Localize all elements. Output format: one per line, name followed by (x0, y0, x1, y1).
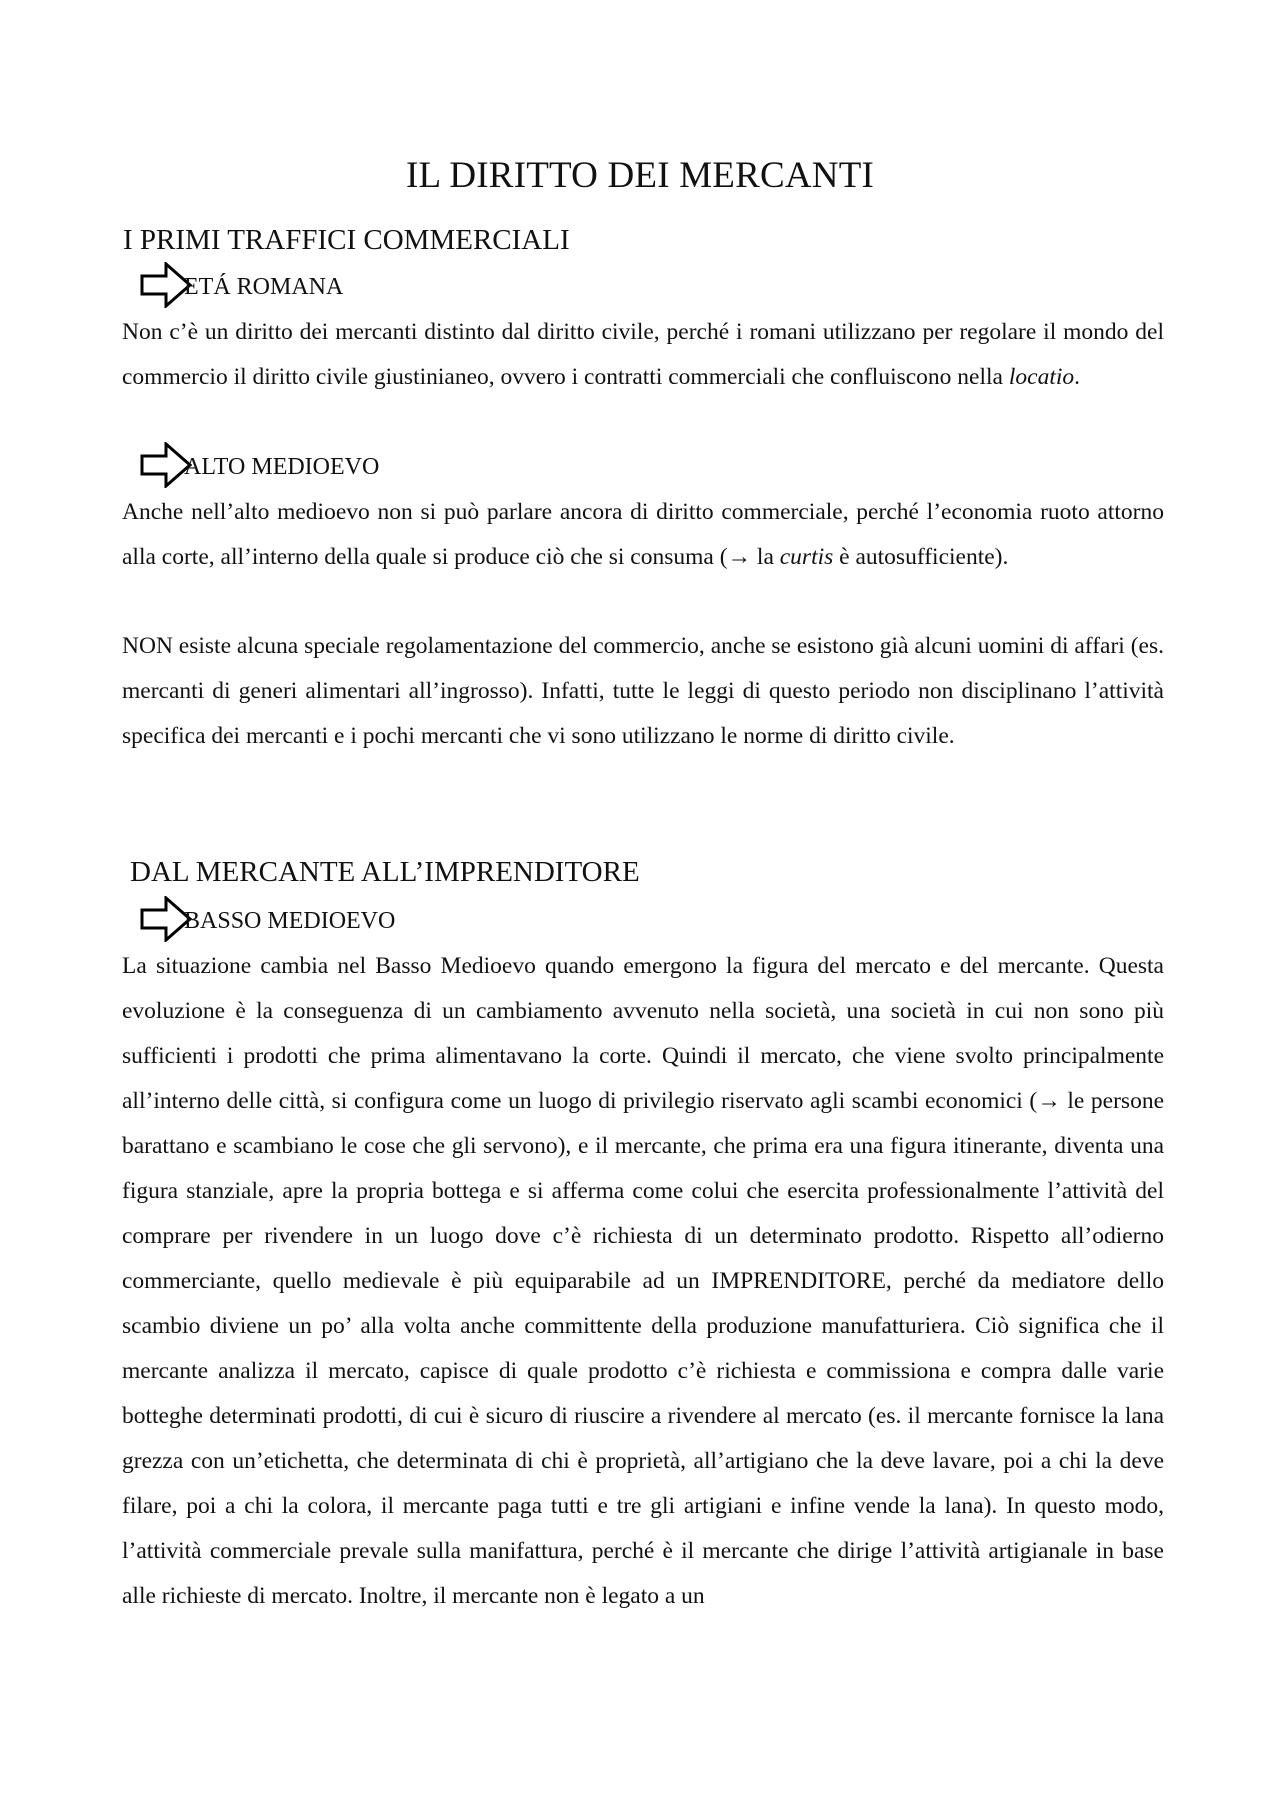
section-heading-mercante-imprenditore: DAL MERCANTE ALL’IMPRENDITORE (130, 856, 640, 888)
subheading-alto-medioevo (140, 442, 740, 488)
paragraph-alto-medioevo-1 (122, 490, 1164, 580)
subheading-eta-romana (140, 262, 740, 308)
section-heading-primi-traffici: I PRIMI TRAFFICI COMMERCIALI (123, 224, 570, 256)
italic-term: locatio (1008, 364, 1075, 390)
italic-term: curtis (779, 544, 834, 570)
document-title: IL DIRITTO DEI MERCANTI (405, 155, 875, 196)
subheading-label: BASSO MEDIOEVO (184, 908, 396, 934)
paragraph-text: Non c’è un diritto dei mercanti distinto dal diritto civile, perché i romani utilizzano per regolare il mondo del commercio il diritto civile giustinianeo, ovvero i contratti commerciali che confluiscono nella (122, 319, 1164, 390)
subheading-label: ETÁ ROMANA (184, 274, 344, 300)
paragraph-alto-medioevo-2: NON esiste alcuna speciale regolamentazione del commercio, anche se esistono già alcuni uomini di affari (es. mercanti di generi alimentari all’ingrosso). Infatti, tutte le leggi di questo periodo non disciplinano l’attività specifica dei mercanti e i pochi mercanti che vi sono utilizzano le norme di diritto civile. (122, 633, 1164, 749)
subheading-basso-medioevo (140, 896, 740, 942)
paragraph-eta-romana (122, 310, 1164, 400)
paragraph-text-end: . (1074, 364, 1081, 390)
paragraph-text: Anche nell’alto medioevo non si può parlare ancora di diritto commerciale, perché l’economia ruoto attorno alla corte, all’interno della quale si produce ciò che si consuma (→ la (122, 499, 1164, 570)
paragraph-basso-medioevo: La situazione cambia nel Basso Medioevo quando emergono la figura del mercato e del mercante. Questa evoluzione è la conseguenza di un cambiamento avvenuto nella società, una società in cui non sono più sufficienti i prodotti che prima alimentavano la corte. Quindi il mercato, che viene svolto principalmente all’interno delle città, si configura come un luogo di privilegio riservato agli scambi economici (→ le persone barattano e scambiano le cose che gli servono), e il mercante, che prima era una figura itinerante, diventa una figura stanziale, apre la propria bottega e si afferma come colui che esercita professionalmente l’attività del comprare per rivendere in un luogo dove c’è richiesta di un determinato prodotto. Rispetto all’odierno commerciante, quello medievale è più equiparabile ad un IMPRENDITORE, perché da mediatore dello scambio diviene un po’ alla volta anche committente della produzione manufatturiera. Ciò significa che il mercante analizza il mercato, capisce di quale prodotto c’è richiesta e commissiona e compra dalle varie botteghe determinati prodotti, di cui è sicuro di riuscire a rivendere al mercato (es. il mercante fornisce la lana grezza con un’etichetta, che determinata di chi è proprietà, all’artigiano che la deve lavare, poi a chi la deve filare, poi a chi la colora, il mercante paga tutti e tre gli artigiani e infine vende la lana). In questo modo, l’attività commerciale prevale sulla manifattura, perché è il mercante che dirige l’attività artigianale in base alle richieste di mercato. Inoltre, il mercante non è legato a un (122, 953, 1164, 1609)
subheading-label: ALTO MEDIOEVO (184, 454, 380, 480)
paragraph-text-end: è autosufficiente). (833, 544, 1009, 570)
